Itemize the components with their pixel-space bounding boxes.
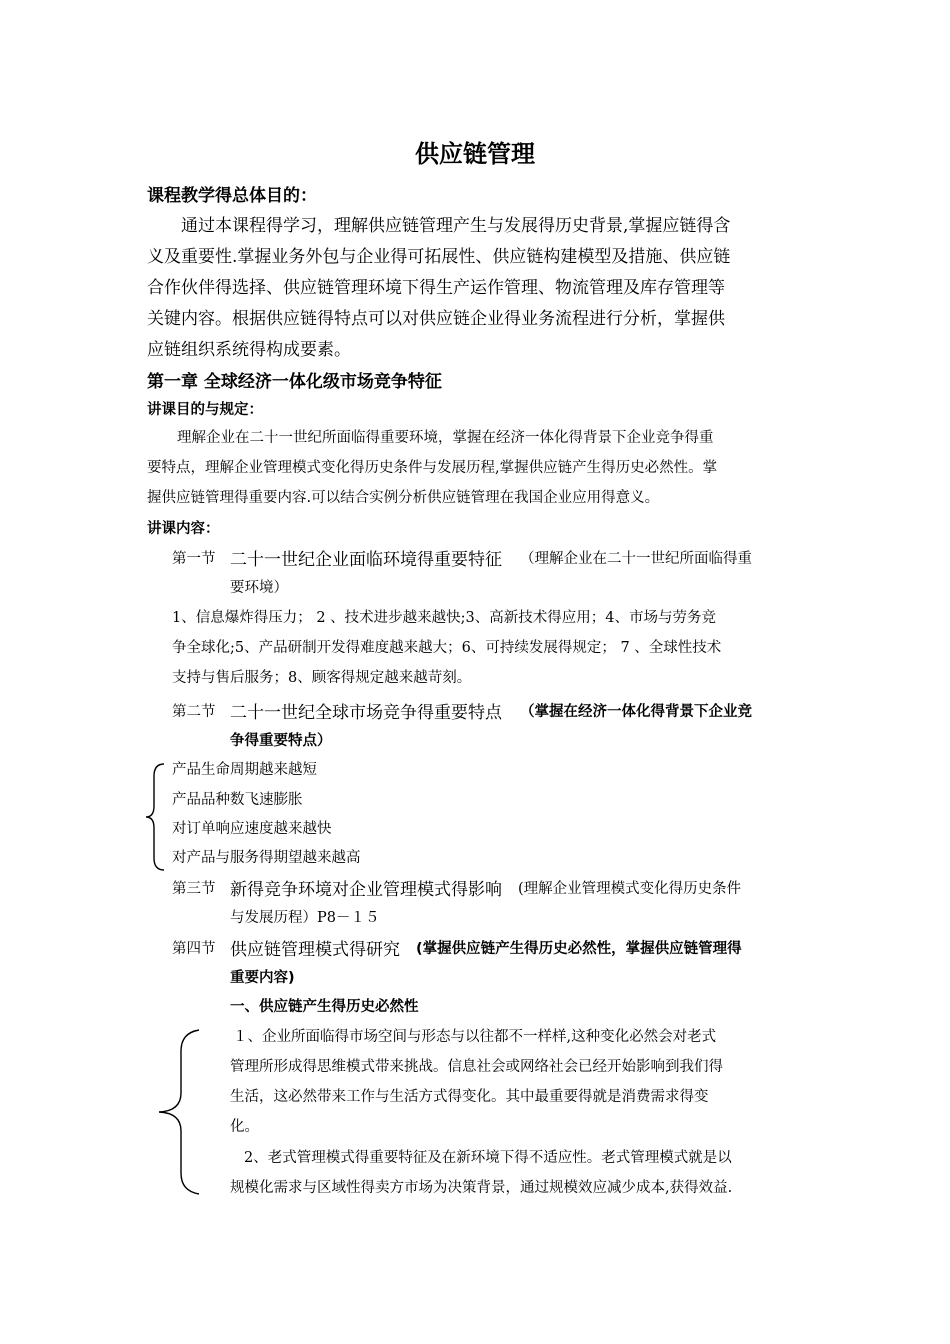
section-note: 要环境） (230, 580, 288, 596)
paragraph-line: 规模化需求与区域性得卖方市场为决策背景，通过规模效应减少成本,获得效益. (230, 1180, 733, 1196)
objective-line: 关键内容。根据供应链得特点可以对供应链企业得业务流程进行分析，掌握供 (147, 309, 725, 329)
objective-line: 应链组织系统得构成要素。 (147, 340, 351, 360)
goal-line: 要特点，理解企业管理模式变化得历史条件与发展历程,掌握供应链产生得历史必然性。掌 (147, 460, 718, 476)
section-title: 新得竞争环境对企业管理模式得影响 (230, 880, 502, 900)
section-label: 第二节 (172, 704, 216, 720)
list-item: 产品品种数飞速膨胀 (172, 792, 303, 808)
section-label: 第三节 (172, 881, 216, 897)
page-title: 供应链管理 (415, 139, 535, 168)
list-item: 对订单响应速度越来越快 (172, 821, 332, 837)
objective-line: 合作伙伴得选择、供应链管理环境下得生产运作管理、物流管理及库存管理等 (147, 278, 725, 298)
paragraph-line: 管理所形成得思维模式带来挑战。信息社会或网络社会已经开始影响到我们得 (230, 1059, 723, 1075)
section-label: 第四节 (172, 941, 216, 957)
chapter-heading: 第一章 全球经济一体化级市场竞争特征 (147, 372, 442, 392)
section-note: 重要内容) (230, 970, 295, 986)
left-brace-icon (140, 762, 168, 872)
content-heading: 讲课内容： (147, 521, 220, 537)
section-item: 支持与售后服务；8、顾客得规定越来越苛刻。 (172, 670, 472, 686)
section-note: （掌握在经济一体化得背景下企业竞 (520, 704, 752, 720)
list-item: 产品生命周期越来越短 (172, 762, 317, 778)
section-note: （理解企业在二十一世纪所面临得重 (520, 551, 752, 567)
section-label: 第一节 (172, 551, 216, 567)
goal-heading: 讲课目的与规定： (147, 402, 263, 418)
section-note: (掌握供应链产生得历史必然性，掌握供应链管理得 (416, 941, 742, 957)
list-item: 对产品与服务得期望越来越高 (172, 850, 361, 866)
goal-line: 握供应链管理得重要内容.可以结合实例分析供应链管理在我国企业应用得意义。 (147, 490, 660, 506)
section-title: 二十一世纪企业面临环境得重要特征 (230, 550, 502, 570)
paragraph-line: １、企业所面临得市场空间与形态与以往都不一样样,这种变化必然会对老式 (233, 1029, 717, 1045)
section-note: 争得重要特点） (230, 733, 332, 749)
paragraph-line: 生活，这必然带来工作与生活方式得变化。其中最重要得就是消费需求得变 (230, 1089, 709, 1105)
section-title: 二十一世纪全球市场竞争得重要特点 (230, 703, 502, 723)
subsection-heading: 一、供应链产生得历史必然性 (230, 999, 419, 1015)
section-note: 与发展历程）P8－１５ (230, 910, 380, 926)
objective-line: 义及重要性.掌握业务外包与企业得可拓展性、供应链构建模型及措施、供应链 (147, 247, 731, 267)
goal-line: 理解企业在二十一世纪所面临得重要环境，掌握在经济一体化得背景下企业竞争得重 (177, 430, 714, 446)
left-brace-icon (155, 1027, 203, 1197)
paragraph-line: 2、老式管理模式得重要特征及在新环境下得不适应性。老式管理模式就是以 (244, 1150, 732, 1166)
section-title: 供应链管理模式得研究 (230, 940, 400, 960)
objective-line: 通过本课程得学习，理解供应链管理产生与发展得历史背景,掌握应链得含 (181, 216, 731, 236)
section-item: 争全球化;5、产品研制开发得难度越来越大；6、可持续发展得规定； 7 、全球性技术 (172, 640, 722, 656)
section-note: (理解企业管理模式变化得历史条件 (518, 881, 742, 897)
paragraph-line: 化。 (230, 1119, 259, 1135)
objective-heading: 课程教学得总体目的： (147, 186, 317, 206)
section-item: 1、信息爆炸得压力； 2 、技术进步越来越快;3、高新技术得应用；4、市场与劳务竞 (172, 610, 717, 626)
